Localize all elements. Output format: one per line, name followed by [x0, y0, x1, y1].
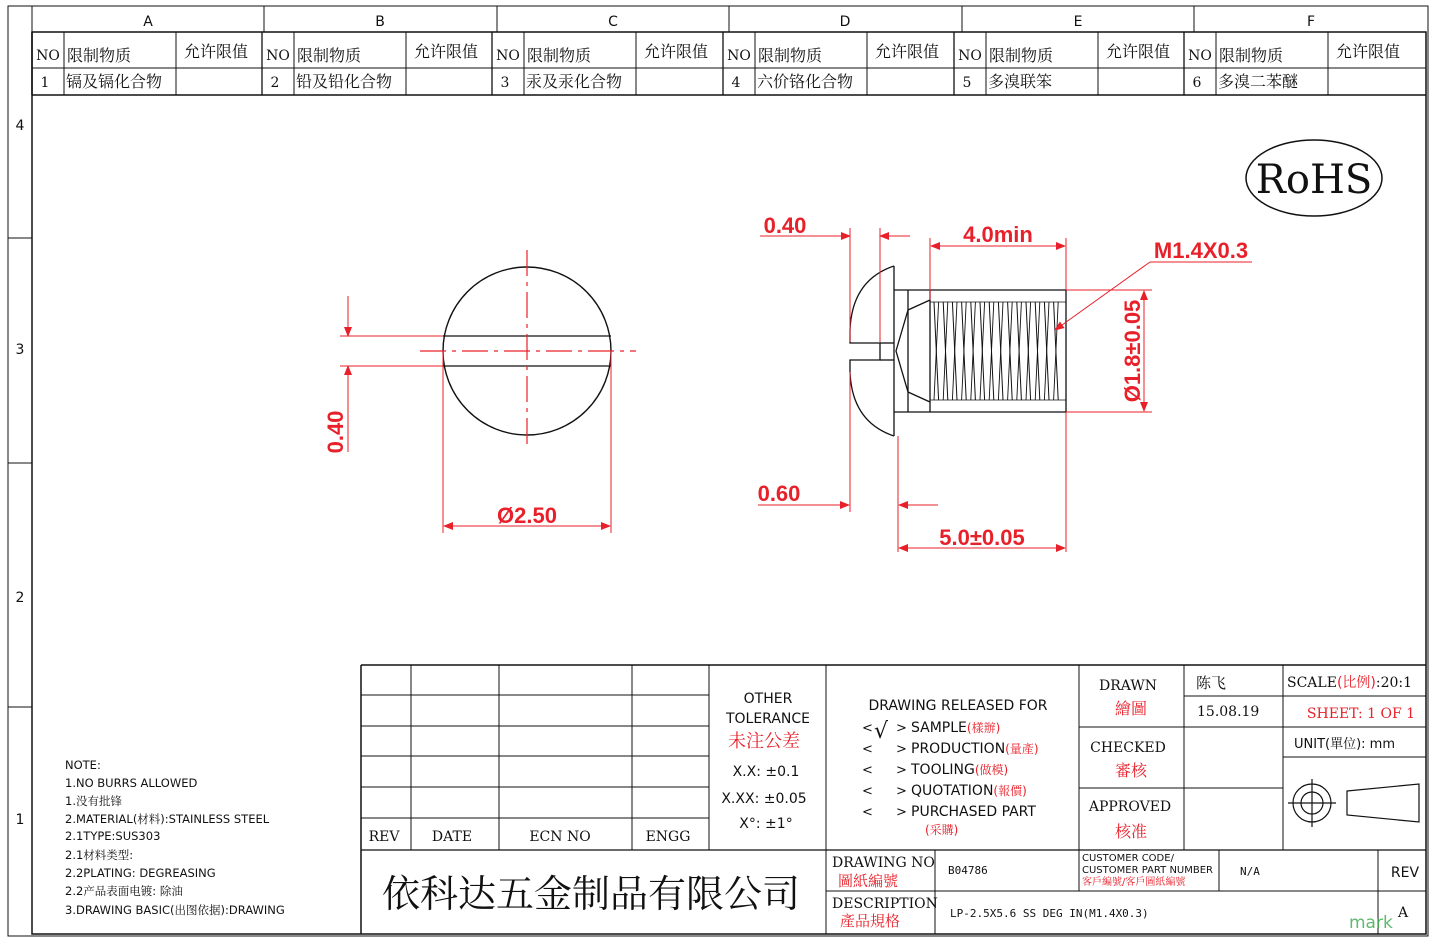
customer-value: N/A	[1240, 865, 1260, 878]
customer-part-label: CUSTOMER PART NUMBER	[1082, 865, 1213, 876]
tolerance-line1: OTHER	[743, 691, 793, 707]
substance-no: 2	[270, 75, 280, 91]
substance-limit-header: 允许限值	[875, 42, 940, 61]
substance-no: 6	[1192, 75, 1202, 91]
release-bracket-close: >	[896, 721, 907, 736]
revision-headers	[369, 829, 691, 845]
zone-label-c: C	[608, 14, 618, 30]
zone-label-e: E	[1073, 14, 1083, 30]
rev-value: A	[1397, 905, 1409, 921]
release-item-production[interactable]	[911, 741, 1039, 757]
substance-name: 六价铬化合物	[757, 72, 854, 91]
note-line: 2.2PLATING: DEGREASING	[65, 866, 216, 880]
release-block	[862, 698, 1048, 837]
customer-code-label: CUSTOMER CODE/	[1082, 853, 1174, 864]
substance-name-header: 限制物质	[758, 46, 823, 65]
notes	[65, 758, 285, 917]
dim-head-height: 0.60	[757, 481, 801, 506]
zone-label-2: 2	[15, 590, 25, 606]
substance-no-header: NO	[36, 48, 60, 64]
substance-name: 汞及汞化合物	[526, 72, 623, 91]
release-bracket-open: <	[862, 763, 873, 778]
checked-cn: 審核	[1114, 761, 1148, 780]
note-line: 1.NO BURRS ALLOWED	[65, 776, 198, 790]
substance-limit-header: 允许限值	[644, 42, 709, 61]
scale-label: SCALE	[1287, 675, 1337, 691]
tolerance-cn: 未注公差	[728, 731, 800, 752]
drawing-no-cn: 圖紙編號	[838, 872, 899, 890]
note-line: 1.没有批锋	[65, 794, 122, 808]
release-bracket-close: >	[896, 763, 907, 778]
release-item-label: TOOLING	[911, 762, 975, 778]
note-line: NOTE:	[65, 758, 101, 772]
rev-header: REV	[368, 829, 400, 845]
approved-cn: 核准	[1114, 822, 1148, 841]
side-view	[850, 266, 1066, 436]
row-zone-side	[8, 118, 32, 828]
note-line: 2.1TYPE:SUS303	[65, 829, 161, 843]
rohs-mark: RoHS	[1255, 157, 1373, 203]
scale-text	[1287, 675, 1412, 691]
dim-slot-depth: 0.40	[763, 213, 807, 238]
release-item-sample[interactable]	[911, 720, 1000, 736]
substance-name-header: 限制物质	[989, 46, 1054, 65]
release-item-cn: (量產)	[1005, 742, 1039, 756]
column-zone-header	[32, 6, 1315, 32]
dim-head-diameter: Ø2.50	[497, 503, 557, 528]
substance-no-header: NO	[496, 48, 520, 64]
tolerance-block	[721, 691, 810, 832]
release-item-cn: (報價)	[993, 784, 1027, 798]
dim-thread-length: 4.0min	[963, 222, 1033, 247]
company-name: 依科达五金制品有限公司	[381, 872, 801, 916]
dim-overall-length: 5.0±0.05	[939, 525, 1025, 550]
substance-name-header: 限制物质	[297, 46, 362, 65]
release-bracket-open: <	[862, 742, 873, 757]
thread-profile	[930, 302, 1066, 400]
engg-header: ENGG	[645, 829, 691, 845]
substance-name: 铅及铅化合物	[296, 72, 393, 91]
drawn-label: DRAWN	[1099, 678, 1157, 694]
substance-columns	[32, 32, 1400, 95]
screw-head-outline	[850, 266, 894, 436]
substance-no: 1	[40, 75, 50, 91]
unit-label: UNIT(單位): mm	[1294, 737, 1395, 752]
zone-label-f: F	[1306, 14, 1316, 30]
side-view-dimensions	[758, 213, 1252, 552]
substance-no-header: NO	[727, 48, 751, 64]
release-bracket-open: <	[862, 721, 873, 736]
release-item-tooling[interactable]	[910, 762, 1008, 778]
tolerance-xxx: X.XX: ±0.05	[721, 791, 807, 807]
rev-label: REV	[1390, 865, 1420, 881]
projection-symbol-icon	[1288, 779, 1419, 827]
date-header: DATE	[431, 829, 473, 845]
zone-label-3: 3	[15, 342, 25, 358]
customer-cn: 客戶編號/客戶圖紙編號	[1082, 877, 1186, 888]
note-line: 2.2产品表面电镀: 除油	[65, 884, 183, 898]
drawn-by: 陈飞	[1196, 674, 1227, 692]
substance-name-header: 限制物质	[67, 46, 132, 65]
substance-no: 5	[962, 75, 972, 91]
scale-cn: (比例)	[1336, 675, 1376, 691]
drawing-number: B04786	[948, 864, 988, 877]
substance-limit-header: 允许限值	[414, 42, 479, 61]
release-item-label: QUOTATION	[911, 783, 994, 799]
release-title: DRAWING RELEASED FOR	[868, 698, 1048, 714]
release-item-label: SAMPLE	[911, 720, 967, 736]
release-bracket-open: <	[862, 805, 873, 820]
checked-label: CHECKED	[1090, 740, 1166, 756]
substance-no-header: NO	[266, 48, 290, 64]
substance-name-header: 限制物质	[1219, 46, 1284, 65]
ecn-header: ECN NO	[529, 829, 591, 845]
drawn-date: 15.08.19	[1197, 704, 1260, 720]
release-item-label: PURCHASED PART	[911, 804, 1036, 820]
substance-name: 镉及镉化合物	[66, 72, 163, 91]
substance-name: 多溴二苯醚	[1218, 72, 1299, 91]
substance-no-header: NO	[1188, 48, 1212, 64]
drawn-cn: 繪圖	[1114, 699, 1148, 718]
dim-slot-width: 0.40	[323, 410, 348, 454]
sample-check-icon: √	[874, 719, 889, 744]
front-view	[420, 250, 636, 450]
note-line: 2.1材料类型:	[65, 848, 134, 862]
substance-limit-header: 允许限值	[1106, 42, 1171, 61]
dim-shank-diameter: Ø1.8±0.05	[1120, 299, 1145, 403]
release-item-cn: (樣辦)	[966, 721, 1001, 735]
scale-value: :20:1	[1375, 675, 1413, 691]
release-bracket-open: <	[862, 784, 873, 799]
description-label: DESCRIPTION	[832, 896, 938, 912]
release-item-purchased-part[interactable]	[911, 804, 1036, 837]
tolerance-line2: TOLERANCE	[725, 711, 811, 727]
substance-no: 4	[731, 75, 741, 91]
substance-limit-header: 允许限值	[184, 42, 249, 61]
zone-label-1: 1	[15, 812, 25, 828]
restricted-substances-table	[32, 68, 1426, 95]
substance-limit-header: 允许限值	[1336, 42, 1401, 61]
watermark: mark	[1349, 913, 1393, 933]
substance-no: 3	[500, 75, 510, 91]
drawing-no-label: DRAWING NO	[832, 855, 935, 871]
note-line: 2.MATERIAL(材料):STAINLESS STEEL	[65, 812, 270, 826]
description-value: LP-2.5X5.6 SS DEG IN(M1.4X0.3)	[950, 907, 1149, 920]
note-line: 3.DRAWING BASIC(出图依据):DRAWING	[65, 903, 285, 917]
release-bracket-close: >	[896, 742, 907, 757]
dim-thread-spec: M1.4X0.3	[1153, 238, 1249, 263]
tolerance-angle: X°: ±1°	[739, 816, 793, 832]
release-bracket-close: >	[896, 805, 907, 820]
front-view-dimensions	[323, 296, 611, 533]
approved-label: APPROVED	[1088, 799, 1172, 815]
zone-label-b: B	[375, 14, 385, 30]
substance-name-header: 限制物质	[527, 46, 592, 65]
zone-label-d: D	[839, 14, 851, 30]
sheet-number: SHEET: 1 OF 1	[1306, 706, 1416, 722]
substance-name: 多溴联笨	[988, 72, 1053, 91]
tolerance-xx: X.X: ±0.1	[732, 764, 800, 780]
release-bracket-close: >	[896, 784, 907, 799]
outer-border	[8, 6, 1428, 936]
substance-no-header: NO	[958, 48, 982, 64]
release-item-label: PRODUCTION	[911, 741, 1006, 757]
release-item-quotation[interactable]	[911, 783, 1027, 799]
release-item-cn: (采購)	[925, 823, 959, 837]
zone-label-a: A	[143, 14, 153, 30]
zone-label-4: 4	[15, 118, 25, 134]
description-cn: 產品規格	[840, 912, 901, 930]
release-item-cn: (做模)	[974, 763, 1009, 777]
